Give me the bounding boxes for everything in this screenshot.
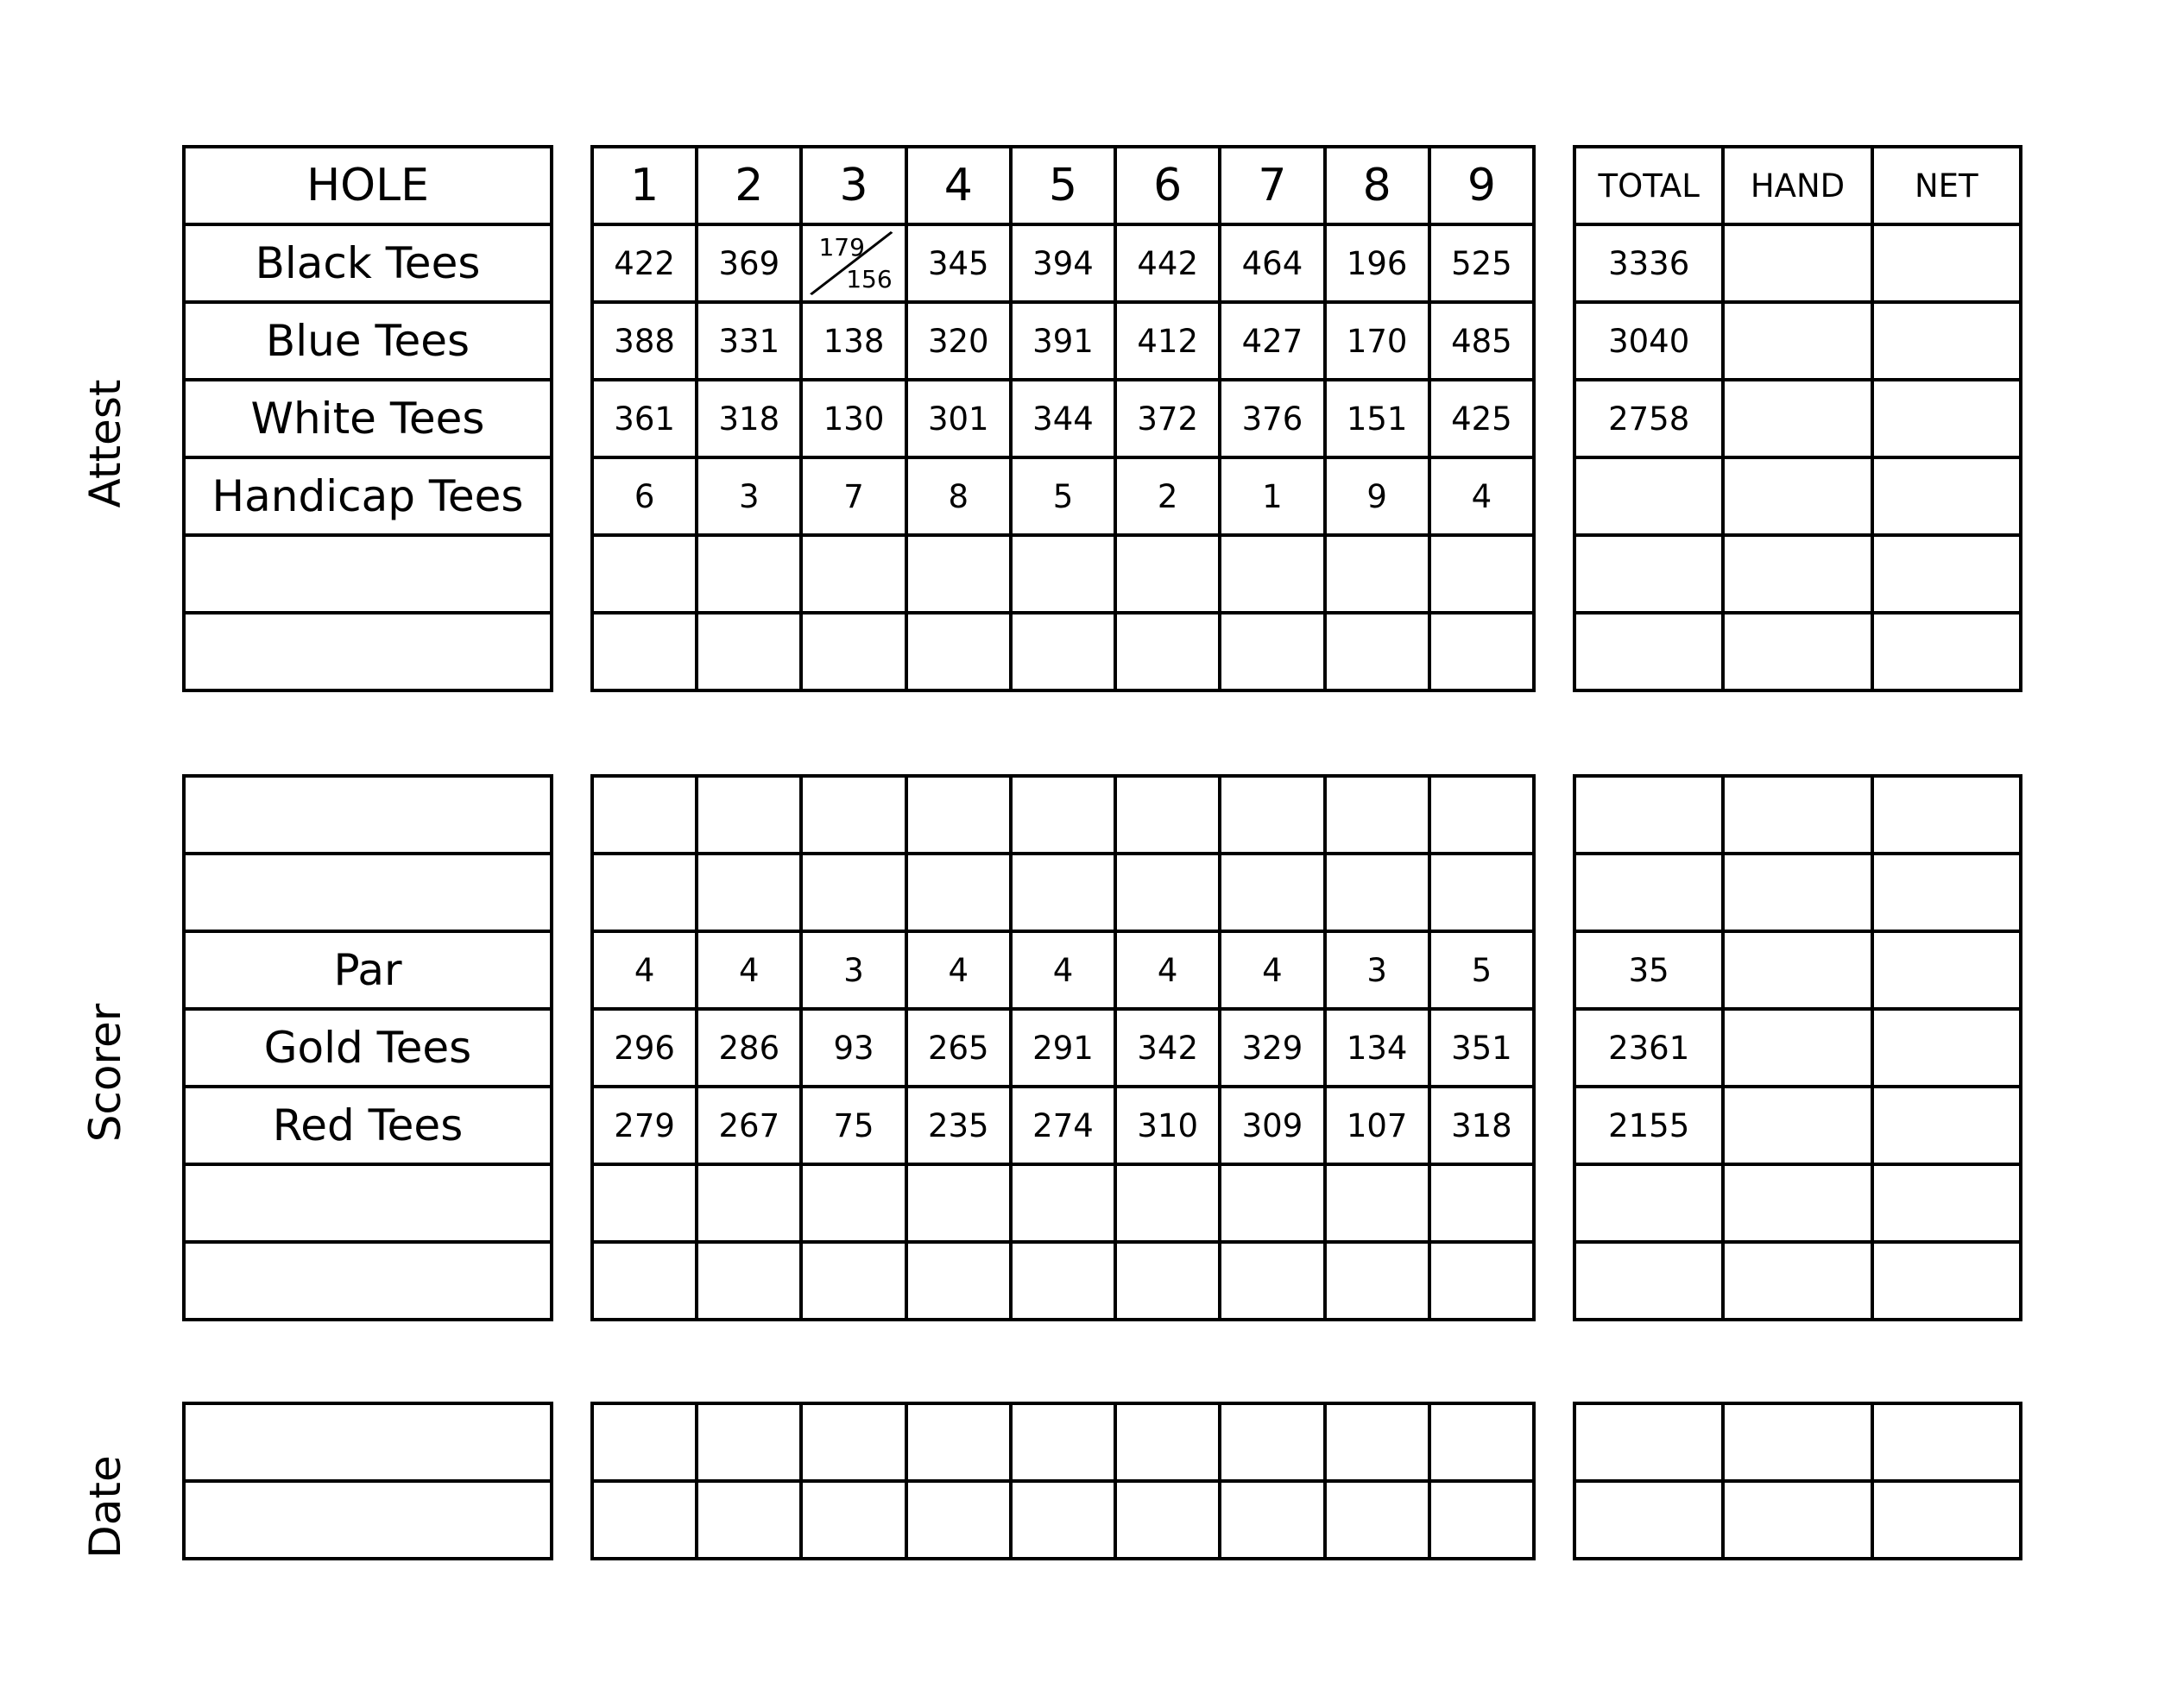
- net-cell[interactable]: [1872, 854, 2021, 931]
- total-cell[interactable]: [1574, 854, 1723, 931]
- red-tees-row: [592, 1087, 1534, 1164]
- handicap-cell: 9: [1325, 457, 1429, 535]
- par-row: [592, 931, 1534, 1009]
- score-cell[interactable]: [1325, 776, 1429, 854]
- hole-number: 1: [592, 147, 697, 224]
- net-cell[interactable]: [1872, 535, 2021, 613]
- hand-cell[interactable]: [1723, 1403, 1871, 1481]
- split-yardage-top: 179: [818, 233, 865, 262]
- hole-number: 2: [697, 147, 801, 224]
- net-cell[interactable]: [1872, 613, 2021, 690]
- score-cell[interactable]: [1429, 613, 1534, 690]
- hole-number: 5: [1011, 147, 1115, 224]
- yardage-cell: 267: [697, 1087, 801, 1164]
- hand-cell[interactable]: [1723, 302, 1871, 380]
- totals-table-bottom: [1573, 1402, 2022, 1560]
- score-cell[interactable]: [1429, 1481, 1534, 1559]
- score-cell[interactable]: [592, 613, 697, 690]
- score-cell[interactable]: [906, 1242, 1011, 1320]
- net-cell[interactable]: [1872, 1481, 2021, 1559]
- yardage-cell: 130: [801, 380, 905, 457]
- row-label-gold-tees: Gold Tees: [184, 1009, 552, 1087]
- score-cell[interactable]: [1220, 1164, 1324, 1242]
- score-cell[interactable]: [1011, 776, 1115, 854]
- par-cell: 4: [906, 931, 1011, 1009]
- score-cell[interactable]: [592, 854, 697, 931]
- yardage-cell: 107: [1325, 1087, 1429, 1164]
- hand-cell[interactable]: [1723, 931, 1871, 1009]
- score-cell[interactable]: [801, 1242, 905, 1320]
- row-label-blank[interactable]: [184, 1164, 552, 1242]
- net-cell[interactable]: [1872, 931, 2021, 1009]
- totals-header-row: [1574, 147, 2021, 224]
- yardage-cell: 75: [801, 1087, 905, 1164]
- score-cell[interactable]: [1011, 1481, 1115, 1559]
- yardage-cell: 274: [1011, 1087, 1115, 1164]
- score-cell[interactable]: [697, 1403, 801, 1481]
- score-cell[interactable]: [592, 1164, 697, 1242]
- score-cell[interactable]: [697, 613, 801, 690]
- score-cell[interactable]: [801, 613, 905, 690]
- score-cell[interactable]: [1220, 1481, 1324, 1559]
- score-cell[interactable]: [697, 1242, 801, 1320]
- score-cell[interactable]: [1220, 854, 1324, 931]
- total-cell[interactable]: [1574, 535, 1723, 613]
- yardage-cell: 320: [906, 302, 1011, 380]
- score-cell[interactable]: [1429, 854, 1534, 931]
- score-cell[interactable]: [1429, 1403, 1534, 1481]
- hand-cell[interactable]: [1723, 776, 1871, 854]
- total-cell: 3040: [1574, 302, 1723, 380]
- hole-number-row: [592, 147, 1534, 224]
- score-cell[interactable]: [1220, 1403, 1324, 1481]
- score-cell[interactable]: [1115, 535, 1220, 613]
- score-cell[interactable]: [1115, 1164, 1220, 1242]
- hole-number: 3: [801, 147, 905, 224]
- score-cell[interactable]: [1115, 854, 1220, 931]
- score-cell[interactable]: [1429, 1242, 1534, 1320]
- hole-number: 7: [1220, 147, 1324, 224]
- hole-number: 6: [1115, 147, 1220, 224]
- score-cell[interactable]: [801, 1403, 905, 1481]
- handicap-cell: 1: [1220, 457, 1324, 535]
- yardage-cell: 235: [906, 1087, 1011, 1164]
- yardage-cell: 196: [1325, 224, 1429, 302]
- yardage-cell: 394: [1011, 224, 1115, 302]
- hand-header: HAND: [1723, 147, 1871, 224]
- yardage-cell: 286: [697, 1009, 801, 1087]
- score-cell[interactable]: [906, 776, 1011, 854]
- total-header: TOTAL: [1574, 147, 1723, 224]
- yardage-cell: 301: [906, 380, 1011, 457]
- net-cell[interactable]: [1872, 224, 2021, 302]
- total-cell: 2361: [1574, 1009, 1723, 1087]
- yardage-cell: 372: [1115, 380, 1220, 457]
- handicap-cell: 7: [801, 457, 905, 535]
- hole-number: 9: [1429, 147, 1534, 224]
- split-yardage-cell: [801, 224, 905, 302]
- par-cell: 3: [1325, 931, 1429, 1009]
- hole-number: 8: [1325, 147, 1429, 224]
- score-cell[interactable]: [906, 1164, 1011, 1242]
- handicap-cell: 2: [1115, 457, 1220, 535]
- net-header: NET: [1872, 147, 2021, 224]
- hand-cell[interactable]: [1723, 1164, 1871, 1242]
- yardage-cell: 351: [1429, 1009, 1534, 1087]
- score-cell[interactable]: [697, 1481, 801, 1559]
- yardage-cell: 310: [1115, 1087, 1220, 1164]
- hand-cell[interactable]: [1723, 854, 1871, 931]
- row-label-blue-tees: Blue Tees: [184, 302, 552, 380]
- par-cell: 4: [1011, 931, 1115, 1009]
- row-label-blank[interactable]: [184, 535, 552, 613]
- black-tees-row: [592, 224, 1534, 302]
- score-cell[interactable]: [1220, 1242, 1324, 1320]
- score-cell[interactable]: [801, 535, 905, 613]
- score-cell[interactable]: [1011, 1403, 1115, 1481]
- score-cell[interactable]: [592, 1242, 697, 1320]
- yardage-cell: 342: [1115, 1009, 1220, 1087]
- yardage-cell: 345: [906, 224, 1011, 302]
- net-cell[interactable]: [1872, 302, 2021, 380]
- score-cell[interactable]: [1115, 776, 1220, 854]
- score-entry-row: [592, 1164, 1534, 1242]
- score-cell[interactable]: [906, 613, 1011, 690]
- hand-cell[interactable]: [1723, 224, 1871, 302]
- net-cell[interactable]: [1872, 380, 2021, 457]
- row-label-blank[interactable]: [184, 1403, 552, 1481]
- yardage-cell: 291: [1011, 1009, 1115, 1087]
- hand-cell[interactable]: [1723, 1481, 1871, 1559]
- total-cell: 3336: [1574, 224, 1723, 302]
- yardage-cell: 279: [592, 1087, 697, 1164]
- score-entry-row: [592, 1403, 1534, 1481]
- net-cell[interactable]: [1872, 1403, 2021, 1481]
- total-cell[interactable]: [1574, 1242, 1723, 1320]
- attest-label: Attest: [80, 379, 130, 508]
- score-cell[interactable]: [1115, 1403, 1220, 1481]
- yardage-cell: 361: [592, 380, 697, 457]
- total-cell[interactable]: [1574, 1164, 1723, 1242]
- total-cell[interactable]: [1574, 613, 1723, 690]
- split-yardage-bottom: 156: [846, 265, 893, 293]
- row-label-par: Par: [184, 931, 552, 1009]
- score-cell[interactable]: [1115, 1242, 1220, 1320]
- score-cell[interactable]: [1429, 535, 1534, 613]
- score-cell[interactable]: [592, 1403, 697, 1481]
- score-entry-row: [592, 613, 1534, 690]
- score-cell[interactable]: [1011, 613, 1115, 690]
- par-cell: 4: [592, 931, 697, 1009]
- yardage-cell: 442: [1115, 224, 1220, 302]
- score-cell[interactable]: [906, 1403, 1011, 1481]
- hand-cell[interactable]: [1723, 380, 1871, 457]
- hand-cell[interactable]: [1723, 457, 1871, 535]
- total-cell: 2758: [1574, 380, 1723, 457]
- score-cell[interactable]: [697, 1164, 801, 1242]
- score-entry-row: [592, 535, 1534, 613]
- handicap-tees-row: [592, 457, 1534, 535]
- handicap-cell: 8: [906, 457, 1011, 535]
- yardage-cell: 170: [1325, 302, 1429, 380]
- score-cell[interactable]: [1325, 1164, 1429, 1242]
- yardage-cell: 485: [1429, 302, 1534, 380]
- score-cell[interactable]: [1220, 535, 1324, 613]
- score-cell[interactable]: [801, 854, 905, 931]
- yardage-cell: 425: [1429, 380, 1534, 457]
- yardage-cell: 318: [1429, 1087, 1534, 1164]
- yardage-cell: 427: [1220, 302, 1324, 380]
- names-table-middle: [182, 774, 553, 1321]
- holes-table-middle: [590, 774, 1536, 1321]
- yardage-cell: 376: [1220, 380, 1324, 457]
- row-label-blank[interactable]: [184, 613, 552, 690]
- score-cell[interactable]: [906, 1481, 1011, 1559]
- score-cell[interactable]: [1115, 613, 1220, 690]
- par-cell: 4: [1220, 931, 1324, 1009]
- total-cell: 35: [1574, 931, 1723, 1009]
- total-cell[interactable]: [1574, 776, 1723, 854]
- gold-tees-row: [592, 1009, 1534, 1087]
- score-cell[interactable]: [906, 535, 1011, 613]
- row-label-handicap-tees: Handicap Tees: [184, 457, 552, 535]
- yardage-cell: 296: [592, 1009, 697, 1087]
- yardage-cell: 329: [1220, 1009, 1324, 1087]
- score-cell[interactable]: [1011, 854, 1115, 931]
- score-cell[interactable]: [697, 854, 801, 931]
- score-cell[interactable]: [1429, 776, 1534, 854]
- score-entry-row: [592, 854, 1534, 931]
- handicap-cell: 4: [1429, 457, 1534, 535]
- yardage-cell: 138: [801, 302, 905, 380]
- yardage-cell: 464: [1220, 224, 1324, 302]
- score-cell[interactable]: [697, 776, 801, 854]
- yardage-cell: 412: [1115, 302, 1220, 380]
- score-cell[interactable]: [1220, 776, 1324, 854]
- row-label-red-tees: Red Tees: [184, 1087, 552, 1164]
- hole-header: HOLE: [184, 147, 552, 224]
- score-cell[interactable]: [1011, 535, 1115, 613]
- handicap-cell: 3: [697, 457, 801, 535]
- score-cell[interactable]: [801, 1164, 905, 1242]
- handicap-cell: 6: [592, 457, 697, 535]
- score-cell[interactable]: [1011, 1164, 1115, 1242]
- par-cell: 5: [1429, 931, 1534, 1009]
- yardage-cell: 369: [697, 224, 801, 302]
- score-cell[interactable]: [906, 854, 1011, 931]
- score-cell[interactable]: [1325, 1403, 1429, 1481]
- row-label-blank[interactable]: [184, 776, 552, 854]
- holes-table-top: [590, 145, 1536, 692]
- hand-cell[interactable]: [1723, 1009, 1871, 1087]
- score-cell[interactable]: [801, 776, 905, 854]
- yardage-cell: 422: [592, 224, 697, 302]
- net-cell[interactable]: [1872, 776, 2021, 854]
- scorer-label: Scorer: [80, 1003, 130, 1143]
- yardage-cell: 525: [1429, 224, 1534, 302]
- holes-table-bottom: [590, 1402, 1536, 1560]
- par-cell: 4: [1115, 931, 1220, 1009]
- hand-cell[interactable]: [1723, 1242, 1871, 1320]
- yardage-cell: 134: [1325, 1009, 1429, 1087]
- yardage-cell: 151: [1325, 380, 1429, 457]
- score-cell[interactable]: [1115, 1481, 1220, 1559]
- par-cell: 3: [801, 931, 905, 1009]
- net-cell[interactable]: [1872, 457, 2021, 535]
- score-cell[interactable]: [1325, 613, 1429, 690]
- score-cell[interactable]: [1429, 1164, 1534, 1242]
- totals-table-top: [1573, 145, 2022, 692]
- row-label-blank[interactable]: [184, 1481, 552, 1559]
- hole-number: 4: [906, 147, 1011, 224]
- score-cell[interactable]: [1011, 1242, 1115, 1320]
- total-cell: 2155: [1574, 1087, 1723, 1164]
- score-entry-row: [592, 1242, 1534, 1320]
- net-cell[interactable]: [1872, 1087, 2021, 1164]
- date-label: Date: [80, 1455, 130, 1559]
- total-cell[interactable]: [1574, 457, 1723, 535]
- hand-cell[interactable]: [1723, 535, 1871, 613]
- yardage-cell: 391: [1011, 302, 1115, 380]
- yardage-cell: 265: [906, 1009, 1011, 1087]
- yardage-cell: 309: [1220, 1087, 1324, 1164]
- handicap-cell: 5: [1011, 457, 1115, 535]
- score-cell[interactable]: [1325, 854, 1429, 931]
- names-table-top: [182, 145, 553, 692]
- row-label-blank[interactable]: [184, 1242, 552, 1320]
- score-cell[interactable]: [1325, 1481, 1429, 1559]
- blue-tees-row: [592, 302, 1534, 380]
- score-cell[interactable]: [592, 1481, 697, 1559]
- totals-table-middle: [1573, 774, 2022, 1321]
- net-cell[interactable]: [1872, 1009, 2021, 1087]
- score-entry-row: [592, 776, 1534, 854]
- score-cell[interactable]: [1325, 1242, 1429, 1320]
- total-cell[interactable]: [1574, 1481, 1723, 1559]
- white-tees-row: [592, 380, 1534, 457]
- score-cell[interactable]: [1220, 613, 1324, 690]
- yardage-cell: 388: [592, 302, 697, 380]
- score-cell[interactable]: [592, 776, 697, 854]
- yardage-cell: 331: [697, 302, 801, 380]
- par-cell: 4: [697, 931, 801, 1009]
- yardage-cell: 93: [801, 1009, 905, 1087]
- yardage-cell: 344: [1011, 380, 1115, 457]
- row-label-black-tees: Black Tees: [184, 224, 552, 302]
- score-cell[interactable]: [1325, 535, 1429, 613]
- score-cell[interactable]: [592, 535, 697, 613]
- score-entry-row: [592, 1481, 1534, 1559]
- score-cell[interactable]: [801, 1481, 905, 1559]
- total-cell[interactable]: [1574, 1403, 1723, 1481]
- hand-cell[interactable]: [1723, 1087, 1871, 1164]
- net-cell[interactable]: [1872, 1242, 2021, 1320]
- score-cell[interactable]: [697, 535, 801, 613]
- row-label-blank[interactable]: [184, 854, 552, 931]
- net-cell[interactable]: [1872, 1164, 2021, 1242]
- row-label-white-tees: White Tees: [184, 380, 552, 457]
- yardage-cell: 318: [697, 380, 801, 457]
- names-table-bottom: [182, 1402, 553, 1560]
- hand-cell[interactable]: [1723, 613, 1871, 690]
